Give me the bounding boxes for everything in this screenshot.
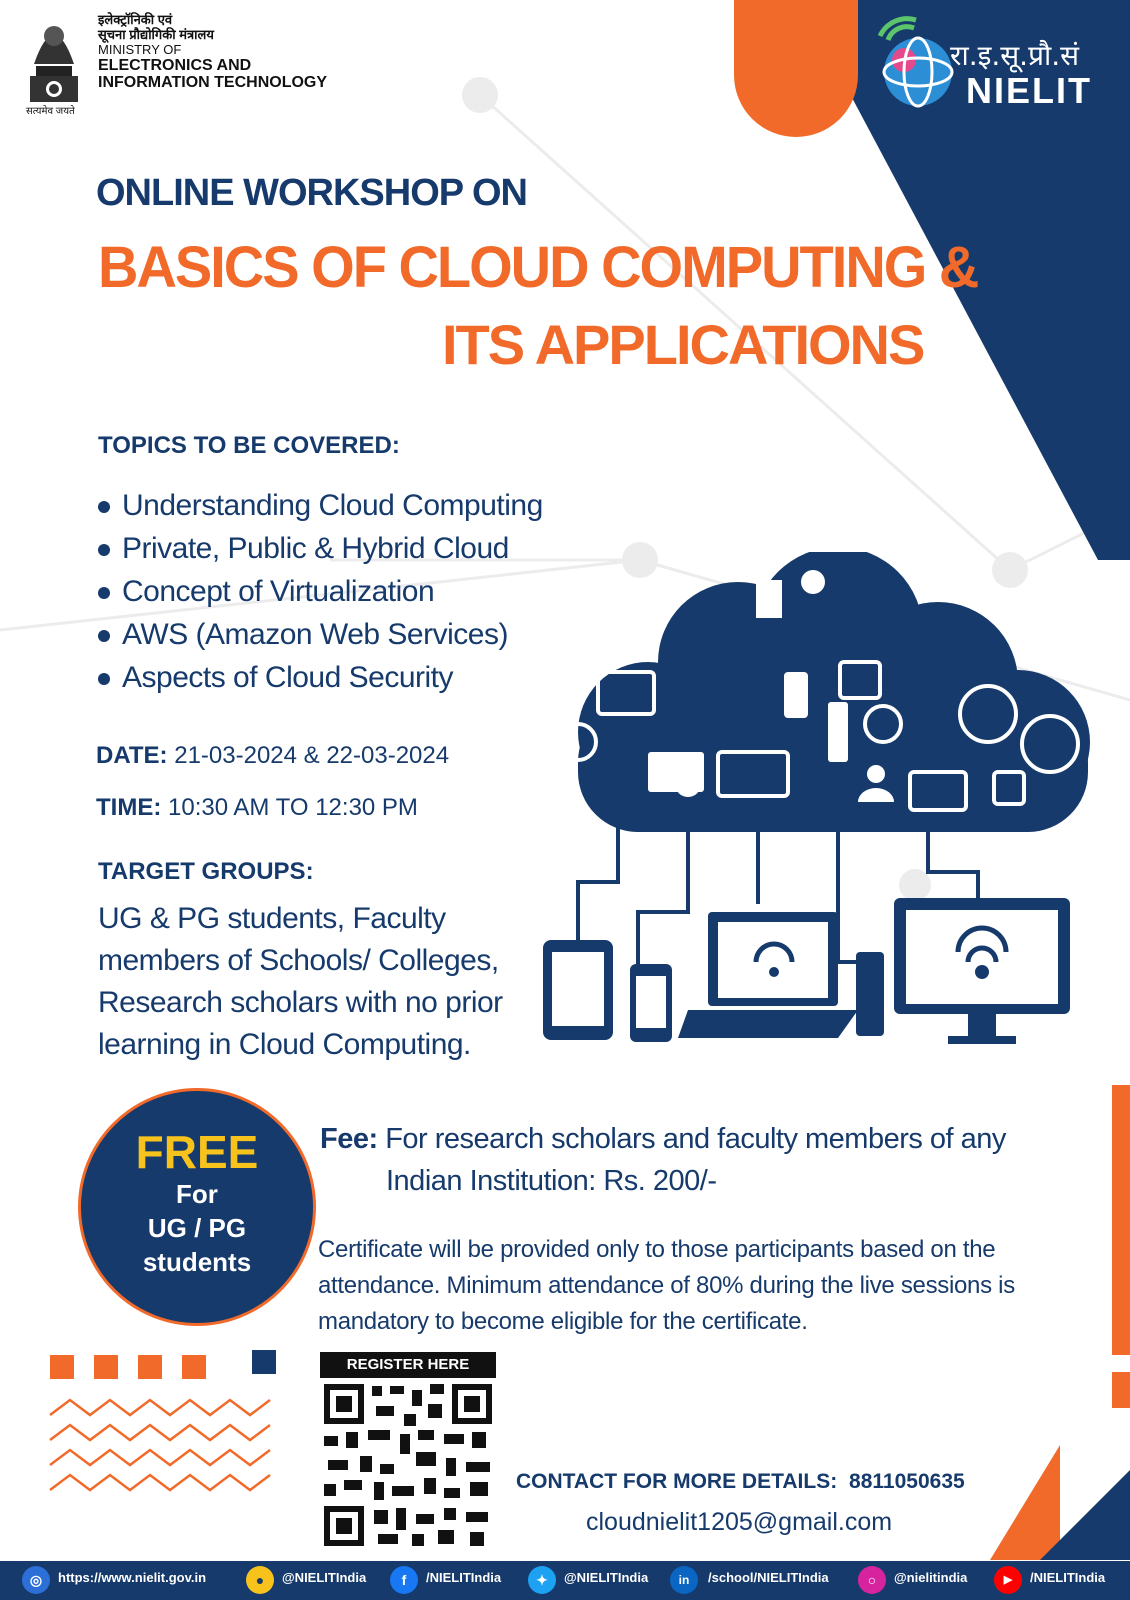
date-row [96, 742, 449, 770]
footer-website[interactable]: https://www.nielit.gov.in [58, 1570, 207, 1585]
ministry-hindi-1: इलेक्ट्रॉनिकी एवं [98, 12, 173, 27]
bullet-icon [98, 587, 110, 599]
register-label: REGISTER HERE [320, 1352, 496, 1378]
bullet-icon [98, 673, 110, 685]
footer-koo[interactable]: @NIELITIndia [282, 1570, 367, 1585]
bullet-icon [98, 501, 110, 513]
national-emblem-icon [22, 6, 86, 118]
target-groups-heading: TARGET GROUPS: [98, 858, 314, 885]
date-label: DATE: [96, 742, 168, 769]
ministry-hindi-2: सूचना प्रौद्योगिकी मंत्रालय [98, 27, 214, 42]
fee-label: Fee: [320, 1123, 378, 1155]
ministry-line-1: MINISTRY OF [98, 42, 182, 57]
topic-item [98, 527, 543, 570]
bullet-icon [98, 544, 110, 556]
nielit-name: NIELIT [966, 70, 1092, 111]
ministry-line-3: INFORMATION TECHNOLOGY [98, 74, 328, 91]
footer-twitter[interactable]: @NIELITIndia [564, 1570, 649, 1585]
topic-text: Understanding Cloud Computing [122, 489, 543, 522]
contact-email[interactable]: cloudnielit1205@gmail.com [586, 1508, 893, 1536]
fee-block [320, 1118, 1100, 1202]
target-groups-text: UG & PG students, Faculty members of Schools/ Colleges, Research scholars with no prior learning in Cloud Computing. [98, 902, 503, 1061]
badge-line-3: students [142, 1247, 252, 1277]
footer-linkedin[interactable]: /school/NIELITIndia [708, 1570, 829, 1585]
topic-text: Concept of Virtualization [122, 575, 435, 608]
footer-youtube[interactable]: /NIELITIndia [1030, 1570, 1106, 1585]
linkedin-icon: in [670, 1566, 698, 1594]
contact-label: CONTACT FOR MORE DETAILS: [516, 1470, 838, 1493]
topic-text: Private, Public & Hybrid Cloud [122, 532, 509, 565]
bullet-icon [98, 630, 110, 642]
footer-instagram[interactable]: @nielitindia [894, 1570, 968, 1585]
ministry-block [98, 12, 327, 91]
contact-row [516, 1470, 965, 1494]
twitter-icon: ✦ [528, 1566, 556, 1594]
globe-icon: ◎ [22, 1566, 50, 1594]
free-label: FREE [135, 1126, 259, 1178]
topics-list [98, 484, 543, 699]
qr-code-icon[interactable] [320, 1380, 496, 1550]
topic-item [98, 613, 543, 656]
free-badge [78, 1088, 316, 1326]
topic-item [98, 570, 543, 613]
contact-phone[interactable]: 8811050635 [849, 1470, 965, 1493]
time-label: TIME: [96, 794, 162, 821]
ministry-line-2: ELECTRONICS AND [98, 57, 252, 74]
topics-heading: TOPICS TO BE COVERED: [98, 432, 400, 459]
cloud-computing-illustration [538, 552, 1112, 1062]
topic-text: AWS (Amazon Web Services) [122, 618, 508, 651]
workshop-title-line-1: BASICS OF CLOUD COMPUTING & [98, 233, 978, 300]
youtube-icon: ▶ [994, 1566, 1022, 1594]
footer-facebook[interactable]: /NIELITIndia [426, 1570, 502, 1585]
instagram-icon: ○ [858, 1566, 886, 1594]
workshop-title-line-2: ITS APPLICATIONS [442, 313, 924, 376]
badge-line-2: UG / PG [147, 1213, 247, 1243]
badge-line-1: For [176, 1179, 218, 1209]
time-value: 10:30 AM TO 12:30 PM [168, 794, 418, 821]
certificate-note: Certificate will be provided only to those participants based on the attendance. Minimum attendance of 80% during the live sessions is mandatory to become eligible for the certificate. [318, 1236, 1015, 1335]
facebook-icon: f [390, 1566, 418, 1594]
time-row [96, 794, 418, 822]
fee-line-1: For research scholars and faculty members of any [385, 1123, 1006, 1155]
workshop-pretitle: ONLINE WORKSHOP ON [96, 172, 527, 214]
topic-text: Aspects of Cloud Security [122, 661, 453, 694]
topic-item [98, 656, 543, 699]
emblem-motto: सत्यमेव जयते [26, 106, 75, 117]
koo-icon: ● [246, 1566, 274, 1594]
topic-item [98, 484, 543, 527]
date-value: 21-03-2024 & 22-03-2024 [174, 742, 450, 769]
nielit-hindi-name: रा.इ.सू.प्रौ.सं [950, 39, 1080, 72]
fee-line-2: Indian Institution: Rs. 200/- [386, 1165, 717, 1197]
